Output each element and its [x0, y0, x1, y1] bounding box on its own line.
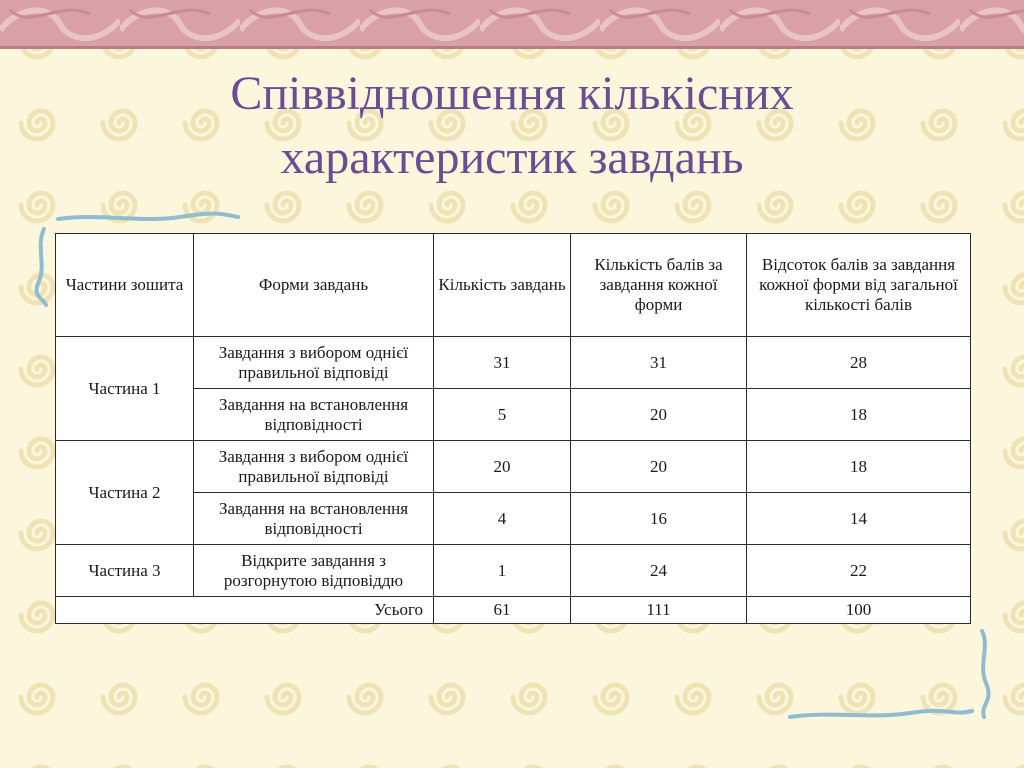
count-cell: 4 [434, 493, 571, 545]
table-row [56, 389, 971, 441]
percent-cell: 14 [747, 493, 971, 545]
percent-cell: 18 [747, 389, 971, 441]
points-cell: 20 [571, 389, 747, 441]
points-cell: 31 [571, 337, 747, 389]
points-cell: 20 [571, 441, 747, 493]
task-table-container [55, 233, 970, 624]
percent-cell: 28 [747, 337, 971, 389]
header-form: Форми завдань [194, 234, 434, 337]
total-count: 61 [434, 597, 571, 624]
points-cell: 24 [571, 545, 747, 597]
title-line-2: характеристик завдань [280, 131, 744, 184]
slide-title [0, 62, 1024, 190]
form-cell: Завдання з вибором однієї правильної відповіді [194, 441, 434, 493]
part-cell: Частина 2 [56, 441, 194, 545]
form-cell: Завдання на встановлення відповідності [194, 493, 434, 545]
task-table [55, 233, 971, 624]
table-row [56, 441, 971, 493]
header-count: Кількість завдань [434, 234, 571, 337]
count-cell: 5 [434, 389, 571, 441]
form-cell: Завдання з вибором однієї правильної відповіді [194, 337, 434, 389]
table-row [56, 493, 971, 545]
count-cell: 31 [434, 337, 571, 389]
header-points: Кількість балів за завдання кожної форми [571, 234, 747, 337]
count-cell: 20 [434, 441, 571, 493]
scribble-decoration-bottom-right [780, 625, 1000, 725]
header-part: Частини зошита [56, 234, 194, 337]
part-cell: Частина 3 [56, 545, 194, 597]
total-label: Усього [56, 597, 434, 624]
points-cell: 16 [571, 493, 747, 545]
total-points: 111 [571, 597, 747, 624]
table-row [56, 337, 971, 389]
table-total-row [56, 597, 971, 624]
table-header-row [56, 234, 971, 337]
percent-cell: 18 [747, 441, 971, 493]
form-cell: Відкрите завдання з розгорнутою відповіддю [194, 545, 434, 597]
header-percent: Відсоток балів за завдання кожної форми від загальної кількості балів [747, 234, 971, 337]
percent-cell: 22 [747, 545, 971, 597]
form-cell: Завдання на встановлення відповідності [194, 389, 434, 441]
title-line-1: Співвідношення кількісних [230, 67, 794, 120]
part-cell: Частина 1 [56, 337, 194, 441]
total-percent: 100 [747, 597, 971, 624]
count-cell: 1 [434, 545, 571, 597]
table-row [56, 545, 971, 597]
